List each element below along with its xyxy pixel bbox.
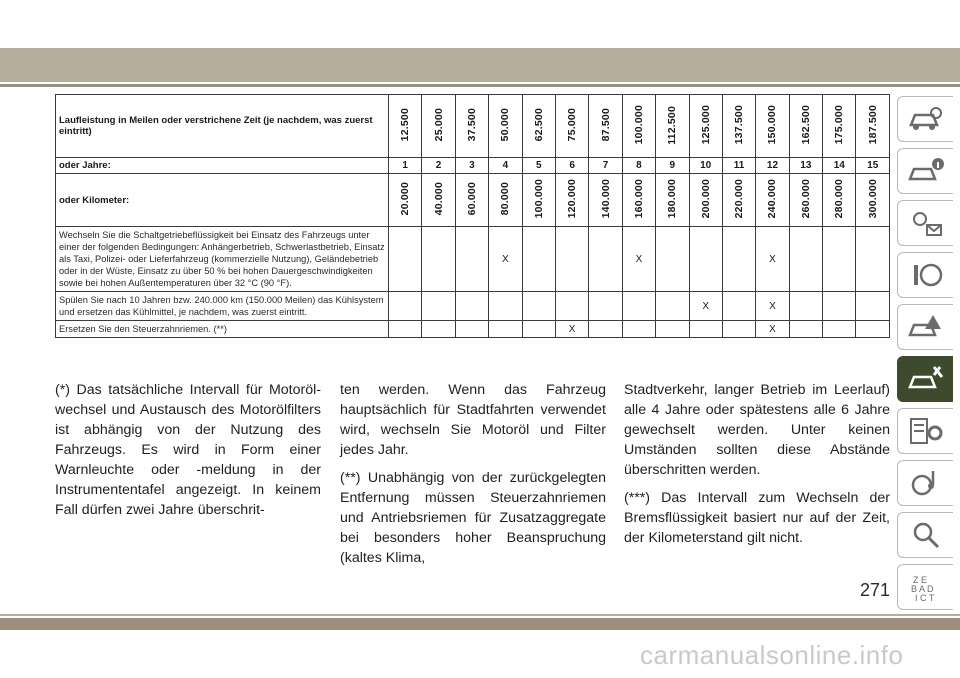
- row-mark: X: [756, 227, 789, 292]
- miles-value: 12.500: [399, 108, 412, 142]
- km-value: 40.000: [432, 182, 445, 216]
- svg-text:I C T: I C T: [914, 593, 934, 603]
- text-column-1: [55, 380, 321, 528]
- row-mark: [489, 292, 522, 321]
- svg-text:Z E: Z E: [912, 575, 927, 585]
- miles-value: 50.000: [499, 108, 512, 142]
- miles-value: 100.000: [632, 105, 645, 145]
- year-value: 5: [522, 158, 555, 174]
- km-value: 60.000: [465, 182, 478, 216]
- row-mark: [722, 227, 755, 292]
- footnote-timing-belt: (**) Unabhängig von der zurückgelegten Entfernung müssen Steuerzahnriemen und Antriebsriemen für Zusatzaggregate bei besonders hoher Beanspruchung (kaltes Klima,: [340, 470, 606, 566]
- miles-value: 137.500: [733, 105, 746, 145]
- miles-header-row: [56, 95, 890, 158]
- airbag-steering-icon[interactable]: [897, 252, 953, 298]
- car-service-icon[interactable]: [897, 356, 953, 402]
- footnote-oil-interval-cont: ten werden. Wenn das Fahrzeug hauptsächlich für Stadtfahrten verwendet wird, wechseln Sie Motoröl und Filter jedes Jahr.: [340, 382, 606, 458]
- index-icon[interactable]: [897, 564, 953, 610]
- miles-value: 175.000: [833, 105, 846, 145]
- miles-header-label: Laufleistung in Meilen oder verstrichene Zeit (je nachdem, was zuerst eintritt): [56, 95, 389, 158]
- row-mark: [689, 227, 722, 292]
- year-value: 11: [722, 158, 755, 174]
- km-value: 180.000: [666, 179, 679, 219]
- row-mark: [789, 321, 822, 338]
- page-number: 271: [860, 580, 891, 600]
- row-description: Ersetzen Sie den Steuerzahnriemen. (**): [56, 321, 389, 338]
- row-mark: [856, 292, 890, 321]
- row-mark: [656, 292, 689, 321]
- years-label: oder Jahre:: [56, 158, 389, 174]
- row-mark: [422, 292, 455, 321]
- km-value: 280.000: [833, 179, 846, 219]
- bottom-band-line: [0, 614, 960, 616]
- row-mark: X: [489, 227, 522, 292]
- km-value: 160.000: [632, 179, 645, 219]
- year-value: 8: [622, 158, 655, 174]
- miles-value: 62.500: [532, 108, 545, 142]
- miles-value: 150.000: [766, 105, 779, 145]
- row-description: Wechseln Sie die Schaltgetriebeflüssigkeit bei Einsatz des Fahrzeugs unter einer der folgenden Bedingungen: Anhängerbetrieb, Schwerlastbetrieb, Einsatz als Taxi, Polizei- oder Lieferfahrzeug (kommerzielle Nutzung), Geländebetrieb oder in der Wüste, Einsatz zu über 50 % bei hohen Dauergeschwindigkeiten sowie bei hohen Außentemperaturen über 32 °C (90 °F).: [56, 227, 389, 292]
- row-mark: [789, 292, 822, 321]
- row-mark: [555, 227, 588, 292]
- settings-list-icon[interactable]: [897, 408, 953, 454]
- row-mark: [455, 227, 488, 292]
- bottom-band: [0, 618, 960, 630]
- year-value: 4: [489, 158, 522, 174]
- row-mark: [388, 227, 421, 292]
- row-mark: X: [555, 321, 588, 338]
- km-value: 120.000: [566, 179, 579, 219]
- row-mark: [589, 321, 622, 338]
- row-mark: [455, 292, 488, 321]
- warning-lights-icon[interactable]: [897, 200, 953, 246]
- car-hazard-icon[interactable]: [897, 304, 953, 350]
- miles-value: 37.500: [465, 108, 478, 142]
- miles-value: 87.500: [599, 108, 612, 142]
- text-column-2: [340, 380, 606, 576]
- miles-value: 187.500: [866, 105, 879, 145]
- row-mark: [388, 292, 421, 321]
- km-value: 20.000: [399, 182, 412, 216]
- row-mark: [656, 227, 689, 292]
- km-value: 140.000: [599, 179, 612, 219]
- row-mark: [522, 292, 555, 321]
- miles-value: 125.000: [699, 105, 712, 145]
- row-mark: [789, 227, 822, 292]
- row-mark: [656, 321, 689, 338]
- row-mark: [489, 321, 522, 338]
- km-row: [56, 174, 890, 227]
- row-mark: [388, 321, 421, 338]
- search-icon[interactable]: [897, 512, 953, 558]
- row-mark: [856, 227, 890, 292]
- km-label: oder Kilometer:: [56, 174, 389, 227]
- text-column-3: [624, 380, 890, 556]
- top-band-stripe: [0, 48, 960, 82]
- table-row: [56, 227, 890, 292]
- maintenance-schedule-table: [55, 94, 890, 338]
- km-value: 220.000: [733, 179, 746, 219]
- km-value: 240.000: [766, 179, 779, 219]
- km-value: 80.000: [499, 182, 512, 216]
- row-mark: X: [622, 227, 655, 292]
- footnote-brake-fluid: (***) Das Intervall zum Wechseln der Bremsflüssigkeit basiert nur auf der Zeit, der Kilometerstand gilt nicht.: [624, 490, 890, 546]
- row-mark: [422, 321, 455, 338]
- year-value: 12: [756, 158, 789, 174]
- footnote-timing-belt-cont: Stadtverkehr, langer Betrieb im Leerlauf) alle 4 Jahre oder spätestens alle 6 Jahre gewechselt werden. Unter keinen Umständen sollten diese Abstände überschritten werden.: [624, 382, 890, 478]
- year-value: 14: [823, 158, 856, 174]
- watermark: carmanualsonline.info: [640, 640, 904, 670]
- row-mark: X: [689, 292, 722, 321]
- row-mark: [823, 292, 856, 321]
- row-mark: [589, 227, 622, 292]
- row-mark: X: [756, 292, 789, 321]
- year-value: 3: [455, 158, 488, 174]
- miles-value: 25.000: [432, 108, 445, 142]
- year-value: 15: [856, 158, 890, 174]
- car-search-icon[interactable]: [897, 96, 953, 142]
- footnote-oil-interval: (*) Das tatsächliche Intervall für Motorölwechsel und Austausch des Motorölfilters ist abhängig von der Nutzung des Fahrzeugs. Es wird in Form einer Warnleuchte oder -meldung in der Instrumententafel angezeigt. In keinem Fall dürfen zwei Jahre überschrit-: [55, 382, 321, 518]
- car-info-icon[interactable]: [897, 148, 953, 194]
- row-mark: [856, 321, 890, 338]
- chapter-tabs: [897, 96, 957, 616]
- row-mark: [555, 292, 588, 321]
- year-value: 2: [422, 158, 455, 174]
- table-row: [56, 292, 890, 321]
- svg-text:B A D: B A D: [910, 584, 934, 594]
- row-mark: [455, 321, 488, 338]
- row-mark: [522, 227, 555, 292]
- row-description: Spülen Sie nach 10 Jahren bzw. 240.000 km (150.000 Meilen) das Kühlsystem und ersetzen das Kühlmittel, je nachdem, was zuerst eintritt.: [56, 292, 389, 321]
- km-value: 100.000: [532, 179, 545, 219]
- row-mark: [823, 227, 856, 292]
- years-row: [56, 158, 890, 174]
- row-mark: [823, 321, 856, 338]
- year-value: 1: [388, 158, 421, 174]
- miles-value: 75.000: [566, 108, 579, 142]
- top-band: [0, 0, 960, 86]
- year-value: 10: [689, 158, 722, 174]
- miles-value: 112.500: [666, 105, 679, 145]
- row-mark: [722, 321, 755, 338]
- miles-value: 162.500: [799, 105, 812, 145]
- km-value: 200.000: [699, 179, 712, 219]
- row-mark: [689, 321, 722, 338]
- row-mark: [622, 321, 655, 338]
- table-row: [56, 321, 890, 338]
- top-band-line: [0, 84, 960, 87]
- row-mark: [622, 292, 655, 321]
- km-value: 300.000: [866, 179, 879, 219]
- row-mark: X: [756, 321, 789, 338]
- multimedia-icon[interactable]: [897, 460, 953, 506]
- year-value: 13: [789, 158, 822, 174]
- row-mark: [722, 292, 755, 321]
- km-value: 260.000: [799, 179, 812, 219]
- row-mark: [589, 292, 622, 321]
- row-mark: [422, 227, 455, 292]
- year-value: 6: [555, 158, 588, 174]
- year-value: 7: [589, 158, 622, 174]
- year-value: 9: [656, 158, 689, 174]
- row-mark: [522, 321, 555, 338]
